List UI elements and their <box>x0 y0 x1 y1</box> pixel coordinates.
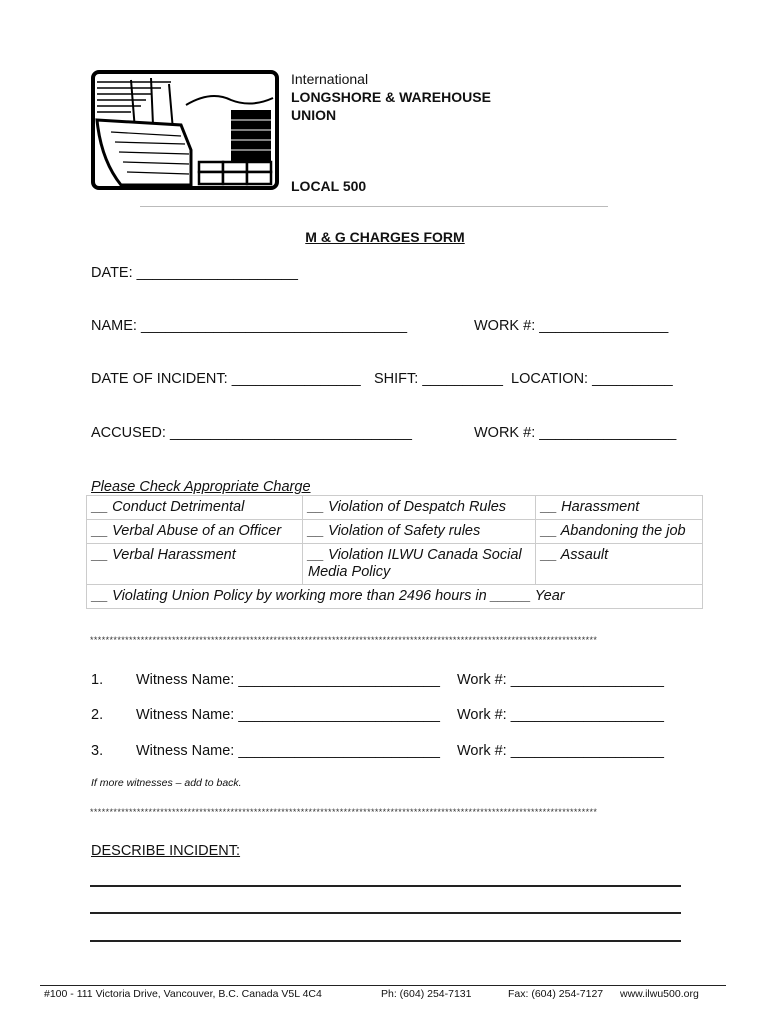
charge-option[interactable]: __ Verbal Abuse of an Officer <box>87 520 303 544</box>
header-divider <box>140 206 608 207</box>
describe-incident-label: DESCRIBE INCIDENT: <box>91 843 241 859</box>
table-row <box>87 585 703 609</box>
table-row <box>87 520 703 544</box>
accused-field[interactable]: ACCUSED: ______________________________ <box>91 425 412 441</box>
table-row <box>87 496 703 520</box>
header-line-2: LONGSHORE & WAREHOUSE <box>291 89 491 105</box>
name-field[interactable]: NAME: _________________________________ <box>91 318 408 334</box>
charge-option[interactable]: __ Violating Union Policy by working more than 2496 hours in _____ Year <box>87 585 703 609</box>
work-number-field[interactable]: WORK #: ________________ <box>474 318 669 334</box>
footer-divider <box>40 985 726 986</box>
witness-number: 3. <box>91 743 104 759</box>
witness-work-field[interactable]: Work #: ___________________ <box>457 707 664 723</box>
date-of-incident-field[interactable]: DATE OF INCIDENT: ________________ <box>91 371 361 387</box>
charge-option[interactable]: __ Assault <box>536 544 703 585</box>
witness-name-field[interactable]: Witness Name: _________________________ <box>136 707 440 723</box>
separator-1: ********************************************************************************************************************************** <box>90 635 598 645</box>
shift-field[interactable]: SHIFT: __________ <box>374 371 503 387</box>
charges-heading: Please Check Appropriate Charge <box>91 479 311 495</box>
witness-work-field[interactable]: Work #: ___________________ <box>457 743 664 759</box>
separator-2: ********************************************************************************************************************************** <box>90 807 598 817</box>
charge-option[interactable]: __ Violation ILWU Canada Social Media Policy <box>303 544 536 585</box>
describe-line[interactable] <box>90 885 681 887</box>
header-line-1: International <box>291 71 369 87</box>
charge-option[interactable]: __ Verbal Harassment <box>87 544 303 585</box>
local-label: LOCAL 500 <box>291 178 367 194</box>
charge-option[interactable]: __ Abandoning the job <box>536 520 703 544</box>
witness-number: 1. <box>91 672 104 688</box>
witness-number: 2. <box>91 707 104 723</box>
witness-note: If more witnesses – add to back. <box>91 777 242 789</box>
accused-work-number-field[interactable]: WORK #: _________________ <box>474 425 677 441</box>
charge-option[interactable]: __ Conduct Detrimental <box>87 496 303 520</box>
footer-fax: Fax: (604) 254-7127 <box>508 988 604 1000</box>
describe-line[interactable] <box>90 912 681 914</box>
charges-table <box>86 495 703 609</box>
location-field[interactable]: LOCATION: __________ <box>511 371 673 387</box>
footer-address: #100 - 111 Victoria Drive, Vancouver, B.C. Canada V5L 4C4 <box>44 988 322 1000</box>
charge-option[interactable]: __ Violation of Safety rules <box>303 520 536 544</box>
witness-name-field[interactable]: Witness Name: _________________________ <box>136 672 440 688</box>
footer-phone: Ph: (604) 254-7131 <box>381 988 472 1000</box>
form-title: M & G CHARGES FORM <box>305 229 465 245</box>
charge-option[interactable]: __ Violation of Despatch Rules <box>303 496 536 520</box>
footer-website-link[interactable]: www.ilwu500.org <box>620 988 699 1000</box>
ilwu-logo <box>91 70 279 190</box>
charge-option[interactable]: __ Harassment <box>536 496 703 520</box>
date-field[interactable]: DATE: ____________________ <box>91 265 298 281</box>
witness-work-field[interactable]: Work #: ___________________ <box>457 672 664 688</box>
describe-line[interactable] <box>90 940 681 942</box>
witness-name-field[interactable]: Witness Name: _________________________ <box>136 743 440 759</box>
header-line-3: UNION <box>291 107 337 123</box>
table-row <box>87 544 703 585</box>
